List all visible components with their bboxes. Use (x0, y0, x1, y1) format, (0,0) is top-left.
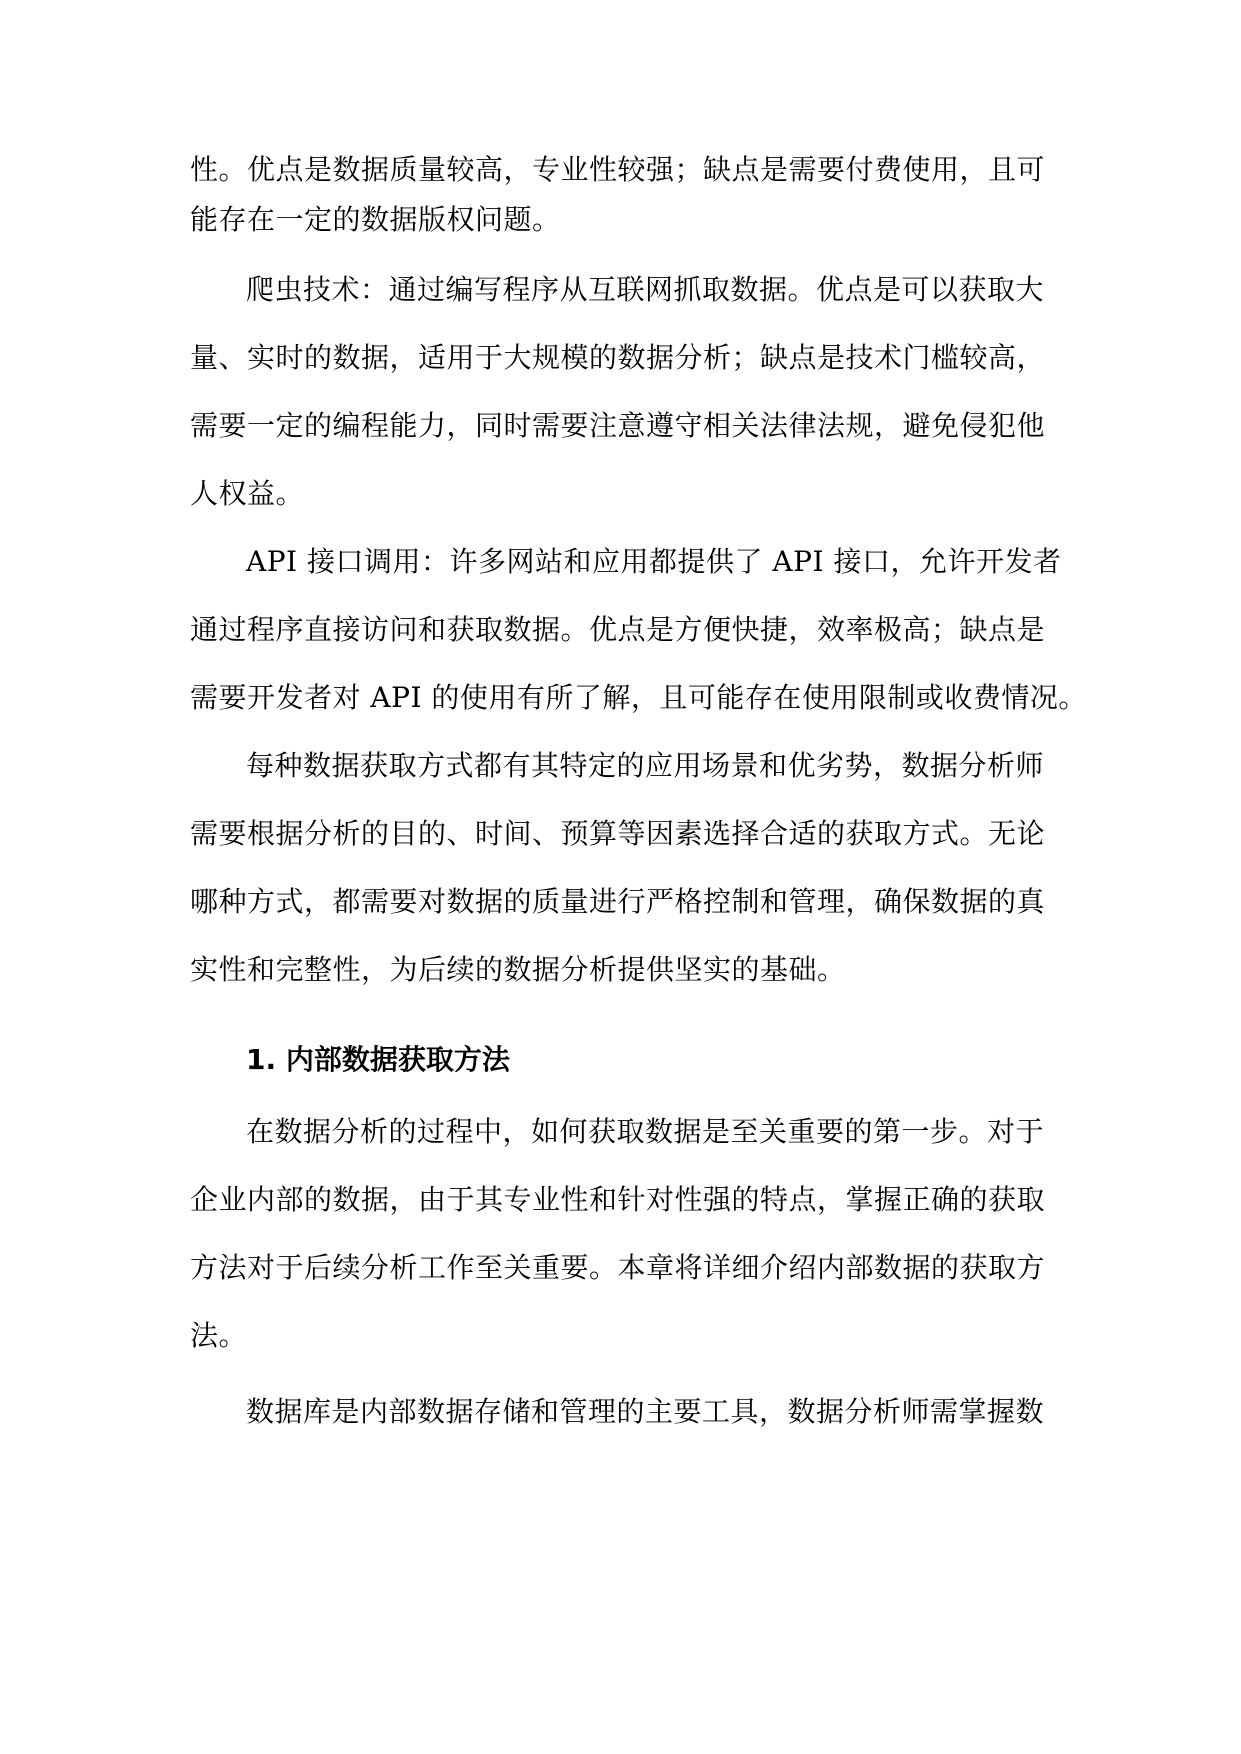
paragraph-line: 人权益。 (190, 477, 305, 510)
paragraph-line: 每种数据获取方式都有其特定的应用场景和优劣势，数据分析师 (246, 749, 1045, 782)
paragraph-line: 性。优点是数据质量较高，专业性较强；缺点是需要付费使用，且可 (190, 153, 1046, 186)
paragraph-line: 能存在一定的数据版权问题。 (190, 203, 561, 236)
paragraph-line: 法。 (190, 1319, 248, 1352)
paragraph-line: 通过程序直接访问和获取数据。优点是方便快捷，效率极高；缺点是 (190, 613, 1046, 646)
paragraph-line: 需要一定的编程能力，同时需要注意遵守相关法律法规，避免侵犯他 (190, 409, 1046, 442)
paragraph-line: 需要根据分析的目的、时间、预算等因素选择合适的获取方式。无论 (190, 817, 1046, 850)
paragraph-line: 方法对于后续分析工作至关重要。本章将详细介绍内部数据的获取方 (190, 1251, 1046, 1284)
section-heading: 1. 内部数据获取方法 (246, 1043, 510, 1076)
paragraph-line: 数据库是内部数据存储和管理的主要工具，数据分析师需掌握数 (246, 1395, 1045, 1428)
paragraph-line: 实性和完整性，为后续的数据分析提供坚实的基础。 (190, 953, 846, 986)
paragraph-line: 哪种方式，都需要对数据的质量进行严格控制和管理，确保数据的真 (190, 885, 1046, 918)
paragraph-line: 爬虫技术：通过编写程序从互联网抓取数据。优点是可以获取大 (246, 273, 1045, 306)
paragraph-line: 在数据分析的过程中，如何获取数据是至关重要的第一步。对于 (246, 1115, 1045, 1148)
paragraph-line: 企业内部的数据，由于其专业性和针对性强的特点，掌握正确的获取 (190, 1183, 1046, 1216)
paragraph-line: 量、实时的数据，适用于大规模的数据分析；缺点是技术门槛较高， (190, 341, 1046, 374)
paragraph-line: 需要开发者对 API 的使用有所了解，且可能存在使用限制或收费情况。 (190, 681, 1087, 714)
paragraph-line: API 接口调用：许多网站和应用都提供了 API 接口，允许开发者 (246, 545, 1062, 578)
